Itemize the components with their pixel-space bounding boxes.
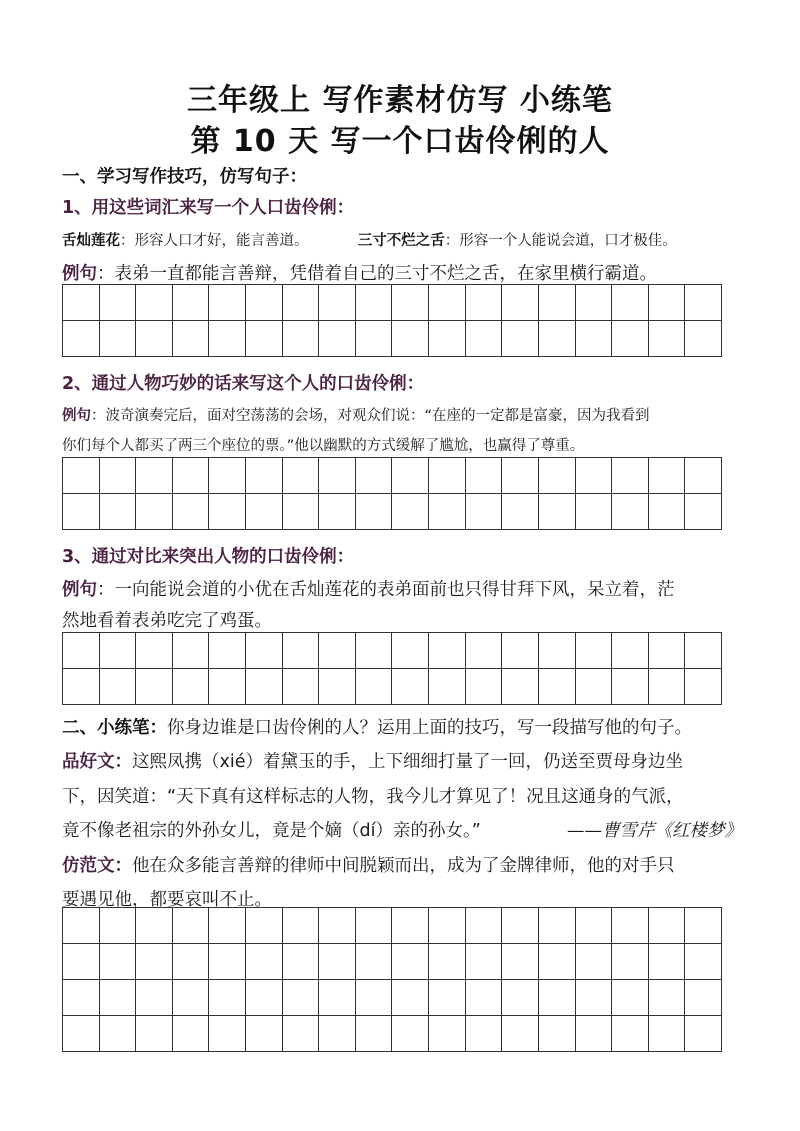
grid-cell[interactable] [356,908,393,944]
good-text-line1 [62,748,742,773]
grid-cell[interactable] [100,633,137,669]
grid-cell[interactable] [685,321,722,357]
grid-cell[interactable] [392,321,429,357]
example-text: ：一向能说会道的小优在舌灿莲花的表弟面前也只得甘拜下风，呆立着，茫 [97,580,675,600]
grid-cell[interactable] [319,1016,356,1052]
good-text-label: 品好文： [62,752,132,772]
grid-cell[interactable] [63,944,100,980]
grid-cell[interactable] [576,980,613,1016]
grid-cell[interactable] [429,494,466,530]
grid-cell[interactable] [429,633,466,669]
example-2-line1 [62,404,742,425]
grid-cell[interactable] [283,669,320,705]
example-2-line2: 你们每个人都买了两三个座位的票。”他以幽默的方式缓解了尴尬，也赢得了尊重。 [62,438,585,454]
grid-cell[interactable] [356,980,393,1016]
grid-cell[interactable] [429,944,466,980]
grid-cell[interactable] [502,494,539,530]
grid-cell[interactable] [612,633,649,669]
grid-cell[interactable] [283,285,320,321]
grid-cell[interactable] [319,321,356,357]
example-1 [62,260,742,285]
grid-cell[interactable] [63,633,100,669]
grid-cell[interactable] [576,908,613,944]
grid-cell[interactable] [612,494,649,530]
example-3-line2: 然地看着表弟吃完了鸡蛋。 [62,611,272,631]
example-3-line1 [62,576,742,601]
grid-cell[interactable] [209,458,246,494]
writing-grid-1[interactable] [62,284,722,357]
good-text-line3 [62,817,742,842]
writing-grid-2[interactable] [62,457,722,530]
grid-cell[interactable] [63,669,100,705]
grid-cell[interactable] [649,1016,686,1052]
section3-heading: 3、通过对比来突出人物的口齿伶俐： [62,547,355,567]
grid-cell[interactable] [136,980,173,1016]
grid-cell[interactable] [63,1016,100,1052]
grid-cell[interactable] [612,458,649,494]
grid-cell[interactable] [466,1016,503,1052]
grid-cell[interactable] [246,285,283,321]
part1-heading: 一、学习写作技巧，仿写句子： [62,167,307,187]
grid-cell[interactable] [100,1016,137,1052]
grid-cell[interactable] [100,908,137,944]
grid-cell[interactable] [612,285,649,321]
grid-cell[interactable] [136,494,173,530]
grid-cell[interactable] [612,1016,649,1052]
grid-cell[interactable] [502,285,539,321]
grid-cell[interactable] [319,633,356,669]
grid-cell[interactable] [283,944,320,980]
grid-cell[interactable] [209,908,246,944]
term-1: 舌灿莲花 [62,233,120,249]
example-label: 例句 [62,408,91,424]
grid-cell[interactable] [649,321,686,357]
grid-cell[interactable] [136,669,173,705]
grid-cell[interactable] [466,321,503,357]
grid-cell[interactable] [685,633,722,669]
grid-cell[interactable] [539,633,576,669]
grid-cell[interactable] [576,321,613,357]
grid-cell[interactable] [136,458,173,494]
grid-cell[interactable] [283,633,320,669]
grid-cell[interactable] [246,669,283,705]
writing-grid-4[interactable] [62,907,722,1052]
grid-cell[interactable] [649,944,686,980]
grid-cell[interactable] [429,980,466,1016]
grid-cell[interactable] [136,908,173,944]
grid-cell[interactable] [100,980,137,1016]
grid-cell[interactable] [246,494,283,530]
grid-cell[interactable] [173,669,210,705]
grid-cell[interactable] [612,669,649,705]
grid-cell[interactable] [209,494,246,530]
grid-cell[interactable] [502,321,539,357]
grid-cell[interactable] [136,633,173,669]
grid-cell[interactable] [539,458,576,494]
grid-cell[interactable] [502,944,539,980]
grid-cell[interactable] [392,1016,429,1052]
grid-cell[interactable] [63,494,100,530]
grid-cell[interactable] [685,285,722,321]
grid-cell[interactable] [649,908,686,944]
grid-cell[interactable] [100,494,137,530]
grid-cell[interactable] [136,944,173,980]
grid-cell[interactable] [100,669,137,705]
grid-cell[interactable] [539,494,576,530]
example-label: 例句 [62,580,97,600]
grid-cell[interactable] [649,494,686,530]
grid-cell[interactable] [356,944,393,980]
grid-cell[interactable] [319,980,356,1016]
grid-cell[interactable] [173,1016,210,1052]
grid-cell[interactable] [539,908,576,944]
grid-cell[interactable] [502,908,539,944]
grid-cell[interactable] [136,285,173,321]
part2-prompt [62,714,742,739]
grid-cell[interactable] [136,1016,173,1052]
grid-cell[interactable] [539,944,576,980]
grid-cell[interactable] [429,285,466,321]
grid-cell[interactable] [209,285,246,321]
grid-cell[interactable] [466,944,503,980]
grid-cell[interactable] [100,285,137,321]
grid-cell[interactable] [319,669,356,705]
grid-cell[interactable] [539,980,576,1016]
grid-cell[interactable] [136,321,173,357]
grid-cell[interactable] [356,321,393,357]
grid-cell[interactable] [392,633,429,669]
grid-cell[interactable] [612,321,649,357]
grid-cell[interactable] [100,458,137,494]
grid-cell[interactable] [356,1016,393,1052]
grid-cell[interactable] [209,980,246,1016]
grid-cell[interactable] [100,944,137,980]
model-text-line2: 要遇见他，都要哀叫不止。 [62,890,272,910]
grid-cell[interactable] [502,669,539,705]
grid-cell[interactable] [319,944,356,980]
grid-cell[interactable] [576,669,613,705]
grid-cell[interactable] [392,944,429,980]
grid-cell[interactable] [173,908,210,944]
grid-cell[interactable] [612,980,649,1016]
grid-cell[interactable] [246,321,283,357]
grid-cell[interactable] [502,980,539,1016]
good-text: 竟不像老祖宗的外孙女儿，竟是个嫡（dí）亲的孙女。” [62,821,481,841]
grid-cell[interactable] [392,980,429,1016]
grid-cell[interactable] [173,980,210,1016]
grid-cell[interactable] [173,285,210,321]
grid-cell[interactable] [612,944,649,980]
grid-cell[interactable] [429,908,466,944]
grid-cell[interactable] [392,285,429,321]
worksheet-subtitle: 第 10 天 写一个口齿伶俐的人 [190,124,610,159]
grid-cell[interactable] [429,458,466,494]
grid-cell[interactable] [356,285,393,321]
grid-cell[interactable] [685,908,722,944]
grid-cell[interactable] [685,458,722,494]
grid-cell[interactable] [502,458,539,494]
grid-cell[interactable] [466,669,503,705]
grid-cell[interactable] [319,908,356,944]
grid-cell[interactable] [612,908,649,944]
grid-cell[interactable] [466,633,503,669]
grid-cell[interactable] [649,458,686,494]
grid-cell[interactable] [173,633,210,669]
example-text: ：表弟一直都能言善辩，凭借着自己的三寸不烂之舌，在家里横行霸道。 [97,264,657,284]
grid-cell[interactable] [173,321,210,357]
grid-cell[interactable] [392,669,429,705]
grid-cell[interactable] [173,944,210,980]
grid-cell[interactable] [246,908,283,944]
grid-cell[interactable] [63,980,100,1016]
grid-cell[interactable] [649,633,686,669]
grid-cell[interactable] [576,1016,613,1052]
grid-cell[interactable] [283,908,320,944]
grid-cell[interactable] [209,321,246,357]
grid-cell[interactable] [685,1016,722,1052]
grid-cell[interactable] [392,458,429,494]
grid-cell[interactable] [319,494,356,530]
def-2: ：形容一个人能说会道，口才极佳。 [444,233,677,249]
grid-cell[interactable] [356,494,393,530]
grid-cell[interactable] [283,494,320,530]
model-text-label: 仿范文： [62,856,132,876]
grid-cell[interactable] [429,669,466,705]
grid-cell[interactable] [63,908,100,944]
grid-cell[interactable] [466,494,503,530]
vocab-line [62,229,742,250]
grid-cell[interactable] [429,1016,466,1052]
good-text: 这熙凤携（xié）着黛玉的手，上下细细打量了一回，仍送至贾母身边坐 [132,752,683,772]
example-text: ：波奇演奏完后，面对空荡荡的会场，对观众们说：“在座的一定都是富豪，因为我看到 [91,408,650,424]
grid-cell[interactable] [209,1016,246,1052]
model-text: 他在众多能言善辩的律师中间脱颖而出，成为了金牌律师，他的对手只 [132,856,675,876]
grid-cell[interactable] [63,458,100,494]
example-label: 例句 [62,264,97,284]
part2-label: 二、小练笔： [62,718,167,738]
grid-cell[interactable] [539,321,576,357]
grid-cell[interactable] [246,1016,283,1052]
grid-cell[interactable] [356,669,393,705]
grid-cell[interactable] [539,669,576,705]
grid-cell[interactable] [283,321,320,357]
good-text-line2: 下，因笑道：“天下真有这样标志的人物，我今儿才算见了！况且这通身的气派， [62,787,684,807]
section2-heading: 2、通过人物巧妙的话来写这个人的口齿伶俐： [62,374,425,394]
grid-cell[interactable] [319,285,356,321]
grid-cell[interactable] [283,1016,320,1052]
grid-cell[interactable] [283,980,320,1016]
grid-cell[interactable] [392,494,429,530]
grid-cell[interactable] [685,980,722,1016]
grid-cell[interactable] [576,494,613,530]
grid-cell[interactable] [576,458,613,494]
grid-cell[interactable] [429,321,466,357]
grid-cell[interactable] [392,908,429,944]
grid-cell[interactable] [502,633,539,669]
grid-cell[interactable] [246,633,283,669]
grid-cell[interactable] [649,669,686,705]
good-text-source: ——曹雪芹《红楼梦》 [567,821,742,841]
grid-cell[interactable] [246,944,283,980]
grid-cell[interactable] [576,285,613,321]
grid-cell[interactable] [466,285,503,321]
grid-cell[interactable] [209,633,246,669]
grid-cell[interactable] [63,285,100,321]
grid-cell[interactable] [466,980,503,1016]
def-1: ：形容人口才好，能言善道。 [120,233,309,249]
grid-cell[interactable] [173,494,210,530]
grid-cell[interactable] [576,944,613,980]
grid-cell[interactable] [685,944,722,980]
grid-cell[interactable] [209,944,246,980]
grid-cell[interactable] [576,633,613,669]
grid-cell[interactable] [685,669,722,705]
grid-cell[interactable] [100,321,137,357]
grid-cell[interactable] [466,908,503,944]
grid-cell[interactable] [209,669,246,705]
grid-cell[interactable] [539,1016,576,1052]
model-text-line1 [62,852,742,877]
part2-text: 你身边谁是口齿伶俐的人？运用上面的技巧，写一段描写他的句子。 [167,718,692,738]
writing-grid-3[interactable] [62,632,722,705]
grid-cell[interactable] [356,458,393,494]
grid-cell[interactable] [685,494,722,530]
grid-cell[interactable] [649,980,686,1016]
grid-cell[interactable] [502,1016,539,1052]
grid-cell[interactable] [63,321,100,357]
grid-cell[interactable] [466,458,503,494]
section1-heading: 1、用这些词汇来写一个人口齿伶俐： [62,198,355,218]
grid-cell[interactable] [283,458,320,494]
grid-cell[interactable] [246,980,283,1016]
grid-cell[interactable] [539,285,576,321]
worksheet-title: 三年级上 写作素材仿写 小练笔 [187,83,613,118]
grid-cell[interactable] [173,458,210,494]
grid-cell[interactable] [356,633,393,669]
term-2: 三寸不烂之舌 [357,233,445,249]
grid-cell[interactable] [319,458,356,494]
grid-cell[interactable] [246,458,283,494]
grid-cell[interactable] [649,285,686,321]
